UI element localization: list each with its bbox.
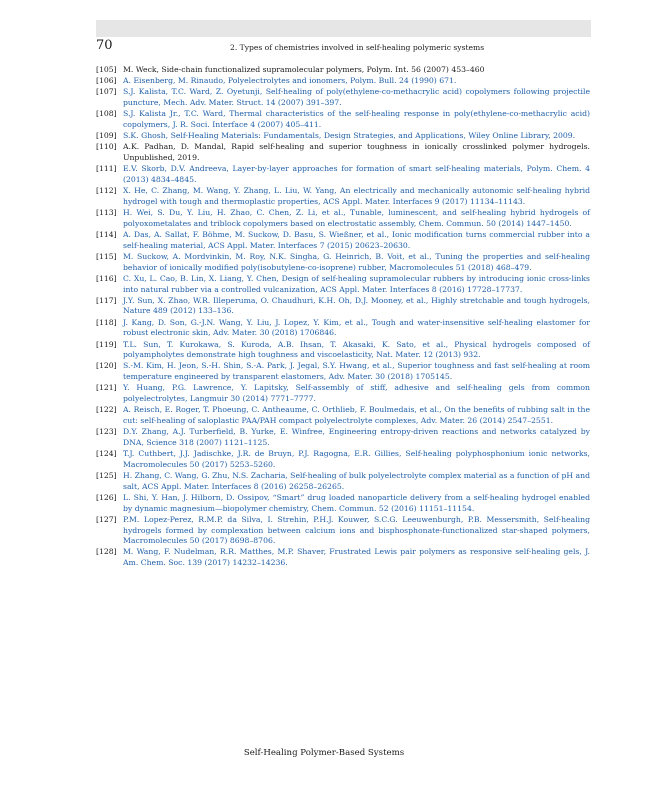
reference-item	[96, 76, 590, 87]
reference-link[interactable]: T.J. Cuthbert, J.J. Jadischke, J.R. de Bruyn, P.J. Ragogna, E.R. Gillies, Self-healing polyphosphonium ionic networks, Macromolecules 50 (2017) 5253–5260.	[123, 449, 590, 469]
reference-link[interactable]: A. Das, A. Sallat, F. Böhme, M. Suckow, D. Basu, S. Wießner, et al., Ionic modification turns commercial rubber into a self-healing material, ACS Appl. Mater. Interfaces 7 (2015) 20623–20630.	[123, 230, 590, 250]
reference-item	[96, 131, 590, 142]
reference-number: [118]	[96, 317, 117, 327]
reference-text: A.K. Padhan, D. Mandal, Rapid self-healing and superior toughness in ionically crosslinked polymer hydrogels. Unpublished, 2019.	[123, 142, 590, 163]
reference-number: [115]	[96, 251, 117, 261]
reference-text: M. Weck, Side-chain functionalized supramolecular polymers, Polym. Int. 56 (2007) 453–460	[123, 65, 485, 74]
reference-number: [116]	[96, 273, 117, 283]
reference-link[interactable]: C. Xu, L. Cao, B. Lin, X. Liang, Y. Chen, Design of self-healing supramolecular rubbers by introducing ionic cross-links into natural rubber via a controlled vulcanization, ACS Appl. Mater. Interfaces 8 (2016) 17728–17737.	[123, 273, 590, 294]
reference-item	[96, 318, 590, 339]
reference-link[interactable]: M. Wang, F. Nudelman, R.R. Matthes, M.P. Shaver, Frustrated Lewis pair polymers as responsive self-healing gels, J. Am. Chem. Soc. 139 (2017) 14232–14236.	[123, 547, 590, 568]
reference-link[interactable]: P.M. Lopez-Perez, R.M.P. da Silva, I. Strehin, P.H.J. Kouwer, S.C.G. Leeuwenburgh, P.B. Messersmith, Self-healing hydrogels formed by complexation between calcium ions and bisphosphonate-functionalized star-shaped polymers, Macromolecules 50 (2017) 8698–8706.	[123, 514, 590, 546]
reference-number: [110]	[96, 142, 117, 152]
reference-number: [112]	[96, 186, 117, 196]
reference-number: [113]	[96, 208, 117, 218]
reference-number: [105]	[96, 65, 117, 74]
reference-item	[96, 164, 590, 185]
reference-link[interactable]: S.K. Ghosh, Self-Healing Materials: Fundamentals, Design Strategies, and Applications, Wiley Online Library, 2009.	[123, 131, 576, 141]
reference-item	[96, 186, 590, 207]
reference-number: [106]	[96, 76, 117, 86]
reference-number: [111]	[96, 164, 117, 174]
reference-link[interactable]: E.V. Skorb, D.V. Andreeva, Layer-by-layer approaches for formation of smart self-healing materials, Polym. Chem. 4 (2013) 4834–4845.	[123, 164, 590, 185]
reference-number: [127]	[96, 514, 117, 524]
reference-link[interactable]: A. Reisch, E. Roger, T. Phoeung, C. Antheaume, C. Orthlieb, F. Boulmedais, et al., On the benefits of rubbing salt in the cut: self-healing of saloplastic PAA/PAH compact polyelectrolyte complexes, Adv. Mater. 26 (2014) 2547–2551.	[123, 405, 590, 425]
reference-item	[96, 109, 590, 130]
reference-number: [128]	[96, 547, 117, 557]
reference-item	[96, 493, 590, 514]
header-bar	[96, 20, 591, 37]
reference-item	[96, 340, 590, 361]
reference-number: [107]	[96, 87, 117, 97]
reference-number: [122]	[96, 405, 117, 415]
reference-item	[96, 427, 590, 448]
reference-item	[96, 208, 590, 229]
reference-item	[96, 87, 590, 108]
reference-link[interactable]: S.-M. Kim, H. Jeon, S.-H. Shin, S.-A. Park, J. Jegal, S.Y. Hwang, et al., Superior toughness and fast self-healing at room temperature engineered by transparent elastomers, Adv. Mater. 30 (2018) 1705145.	[123, 361, 590, 382]
reference-link[interactable]: D.Y. Zhang, A.J. Turberfield, B. Yurke, E. Winfree, Engineering entropy-driven reactions and networks catalyzed by DNA, Science 318 (2007) 1121–1125.	[123, 427, 590, 447]
reference-item	[96, 274, 590, 295]
page-number: 70	[96, 38, 113, 53]
reference-link[interactable]: X. He, C. Zhang, M. Wang, Y. Zhang, L. Liu, W. Yang, An electrically and mechanically autonomic self-healing hybrid hydrogel with tough and thermoplastic properties, ACS Appl. Mater. Interfaces 9 (2017) 11134–11143.	[123, 186, 590, 206]
reference-number: [119]	[96, 339, 117, 349]
reference-link[interactable]: J. Kang, D. Son, G.-J.N. Wang, Y. Liu, J. Lopez, Y. Kim, et al., Tough and water-insensitive self-healing elastomer for robust electronic skin, Adv. Mater. 30 (2018) 1706846.	[123, 317, 590, 338]
reference-link[interactable]: M. Suckow, A. Mordvinkin, M. Roy, N.K. Singha, G. Heinrich, B. Voit, et al., Tuning the properties and self-healing behavior of ionically modified poly(isobutylene-co-isoprene) rubber, Macromolecules 51 (2018) 468–479.	[123, 251, 590, 272]
reference-item	[96, 515, 590, 547]
reference-item	[96, 449, 590, 470]
reference-link[interactable]: T.L. Sun, T. Kurokawa, S. Kuroda, A.B. Ihsan, T. Akasaki, K. Sato, et al., Physical hydrogels composed of polyampholytes demonstrate high toughness and viscoelasticity, Nat. Mater. 12 (2013) 932.	[123, 339, 590, 360]
reference-number: [114]	[96, 230, 117, 240]
reference-link[interactable]: Y. Huang, P.G. Lawrence, Y. Lapitsky, Self-assembly of stiff, adhesive and self-healing gels from common polyelectrolytes, Langmuir 30 (2014) 7771–7777.	[123, 383, 590, 404]
reference-link[interactable]: A. Eisenberg, M. Rinaudo, Polyelectrolytes and ionomers, Polym. Bull. 24 (1990) 671.	[123, 76, 457, 86]
reference-item	[96, 361, 590, 382]
reference-number: [120]	[96, 361, 117, 371]
reference-number: [109]	[96, 131, 117, 141]
reference-item	[96, 383, 590, 404]
reference-number: [123]	[96, 427, 117, 437]
reference-link[interactable]: J.Y. Sun, X. Zhao, W.R. Illeperuma, O. Chaudhuri, K.H. Oh, D.J. Mooney, et al., Highly stretchable and tough hydrogels, Nature 489 (2012) 133–136.	[123, 295, 590, 316]
reference-list	[96, 65, 590, 569]
chapter-title: 2. Types of chemistries involved in self-healing polymeric systems	[230, 43, 485, 52]
reference-item	[96, 405, 590, 426]
reference-number: [125]	[96, 471, 117, 481]
reference-item	[96, 296, 590, 317]
reference-link[interactable]: S.J. Kalista Jr., T.C. Ward, Thermal characteristics of the self-healing response in poly(ethylene-co-methacrylic acid) copolymers, J. R. Soci. Interface 4 (2007) 405–411.	[123, 109, 590, 130]
reference-item	[96, 252, 590, 273]
reference-link[interactable]: H. Wei, S. Du, Y. Liu, H. Zhao, C. Chen, Z. Li, et al., Tunable, luminescent, and self-healing hybrid hydrogels of polyoxometalates and triblock copolymers based on electrostatic assembly, Chem. Commun. 50 (2014) 1447–1450.	[123, 208, 590, 228]
reference-number: [126]	[96, 492, 117, 502]
reference-item	[96, 471, 590, 492]
reference-number: [124]	[96, 449, 117, 459]
reference-link[interactable]: S.J. Kalista, T.C. Ward, Z. Oyetunji, Self-healing of poly(ethylene-co-methacrylic acid) copolymers following projectile puncture, Mech. Adv. Mater. Struct. 14 (2007) 391–397.	[123, 87, 590, 108]
reference-number: [121]	[96, 383, 117, 393]
reference-link[interactable]: H. Zhang, C. Wang, G. Zhu, N.S. Zacharia, Self-healing of bulk polyelectrolyte complex material as a function of pH and salt, ACS Appl. Mater. Interfaces 8 (2016) 26258–26265.	[123, 471, 590, 491]
reference-item	[96, 65, 590, 76]
reference-item	[96, 142, 590, 163]
book-title-footer: Self-Healing Polymer-Based Systems	[243, 748, 405, 758]
reference-link[interactable]: L. Shi, Y. Han, J. Hilborn, D. Ossipov, “Smart” drug loaded nanoparticle delivery from a self-healing hydrogel enabled by dynamic magnesium—biopolymer chemistry, Chem. Commun. 52 (2016) 11151–11154.	[123, 492, 590, 513]
reference-number: [117]	[96, 295, 117, 305]
reference-item	[96, 547, 590, 568]
reference-item	[96, 230, 590, 251]
reference-number: [108]	[96, 109, 117, 119]
